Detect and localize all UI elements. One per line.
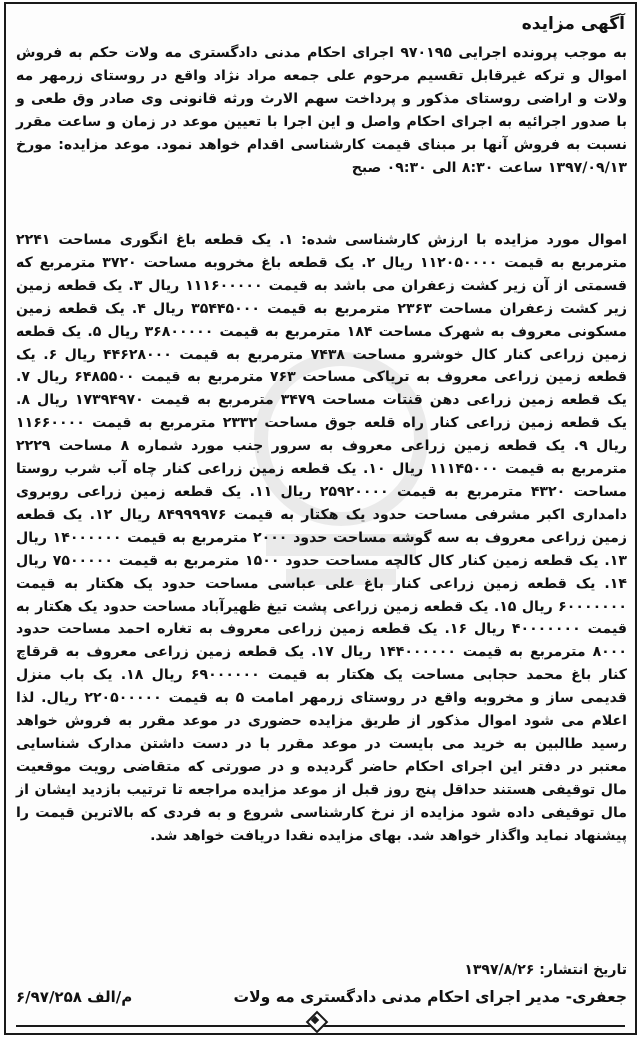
signature: جعفری- مدیر اجرای احکام مدنی دادگستری مه ولات (233, 988, 627, 1006)
publish-date: تاریخ انتشار: ۱۳۹۷/۸/۲۶ (464, 962, 627, 978)
signature-row (16, 984, 627, 1010)
reference-code: م/الف ۶/۹۷/۲۵۸ (16, 988, 133, 1006)
notice-items-paragraph: اموال مورد مزایده با ارزش کارشناسی شده: ۱. یک قطعه باغ انگوری مساحت ۲۲۴۱ مترمربع به قیمت ۱۱۲۰۵۰۰۰۰ ریال ۲. یک قطعه باغ مخروبه مساحت ۳۷۲۰ مترمربع که قسمتی از آن زیر کشت زعفران می باشد به قیمت ۱۱۱۶۰۰۰۰۰ ریال ۳. یک قطعه زمین زیر کشت زعفران مساحت ۲۳۶۳ مترمربع به قیمت ۳۵۴۴۵۰۰۰ ریال ۴. یک قطعه زمین مسکونی معروف به شهرک مساحت ۱۸۴ مترمربع به قیمت ۳۶۸۰۰۰۰۰ ریال ۵. یک قطعه زمین زراعی کنار کال خوشرو مساحت ۷۴۳۸ مترمربع به قیمت ۴۴۶۲۸۰۰۰ ریال ۶. یک قطعه زمین زراعی معروف به تریاکی مساحت ۷۶۳ مترمربع به قیمت ۶۴۸۵۵۰۰ ریال ۷. یک قطعه زمین زراعی دهن قنتات مساحت ۳۴۷۹ مترمربع به قیمت ۱۷۳۹۴۹۷۰ ریال ۸. یک قطعه زمین زراعی کنار راه قلعه جوق مساحت ۲۳۳۲ مترمربع به قیمت ۱۱۶۶۰۰۰۰ ریال ۹. یک قطعه زمین زراعی معروف به سرور جنب مورد شماره ۸ مساحت ۲۲۲۹ مترمربع به قیمت ۱۱۱۴۵۰۰۰ ریال ۱۰. یک قطعه زمین زراعی کنار چاه آب شرب روستا مساحت ۴۳۲۰ مترمربع به قیمت ۲۵۹۲۰۰۰۰ ریال ۱۱. یک قطعه زمین زراعی روبروی دامداری اکبر مشرفی مساحت حدود یک هکتار به قیمت ۸۴۹۹۹۹۷۶ ریال ۱۲. یک قطعه زمین زراعی معروف به سه گوشه مساحت حدود ۲۰۰۰ مترمربع به قیمت ۱۴۰۰۰۰۰۰ ریال ۱۳. یک قطعه زمین کنار کال کالچه مساحت حدود ۱۵۰۰ مترمربع به قیمت ۷۵۰۰۰۰۰ ریال ۱۴. یک قطعه زمین زراعی کنار باغ علی عباسی مساحت حدود یک هکتار به قیمت ۶۰۰۰۰۰۰۰ ریال ۱۵. یک قطعه زمین زراعی پشت تیغ ظهیرآباد مساحت حدود یک هکتار به قیمت ۴۰۰۰۰۰۰۰ ریال ۱۶. یک قطعه زمین زراعی معروف به تغاره احمد مساحت حدود ۸۰۰۰ مترمربع به قیمت ۱۴۴۰۰۰۰۰۰ ریال ۱۷. یک قطعه زمین زراعی معروف به قرقاچ کنار باغ محمد حجابی مساحت یک هکتار به قیمت ۶۹۰۰۰۰۰۰ ریال ۱۸. یک باب منزل قدیمی ساز و مخروبه واقع در روستای زرمهر امامت ۵ به قیمت ۲۲۰۵۰۰۰۰۰ ریال. لذا اعلام می شود اموال مذکور از طریق مزایده حضوری در موعد مقرر به فروش خواهد رسید طالبین به خرید می بایست در موعد مقرر با در دست داشتن مدارک شناسایی معتبر در دفتر این اجرای احکام حاضر گردیده و در صورتی که متقاضی رویت موقعیت مال توقیفی هستند حداقل پنج روز قبل از موعد مزایده مراجعه تا ترتیب بازدید ایشان از مال توقیفی داده شود مزایده از نرخ کارشناسی شروع و به فردی که بالاترین قیمت را پیشنهاد نماید واگذار خواهد شد. بهای مزایده نقدا دریافت خواهد شد. (16, 232, 628, 844)
auction-notice (4, 2, 637, 1035)
notice-title: آگهی مزایده (521, 14, 625, 34)
notice-intro-paragraph: به موجب پرونده اجرایی ۹۷۰۱۹۵ اجرای احکام مدنی دادگستری مه ولات حکم به فروش اموال و ترکه غیرقابل تقسیم مرحوم علی جمعه مراد نژاد واقع در روستای زرمهر مه ولات و اراضی روستای مذکور و پرداخت سهم الارث ورثه قانونی وی صادر وق طعی و با صدور اجرائیه به اجرای احکام واصل و این اجرا با تعیین موعد در زمان و ساعت مقرر نسبت به فروش آنها بر مبنای قیمت کارشناسی اقدام خواهد نمود. موعد مزایده: مورخ ۱۳۹۷/۰۹/۱۳ ساعت ۸:۳۰ الی ۰۹:۳۰ صبح (16, 45, 627, 176)
